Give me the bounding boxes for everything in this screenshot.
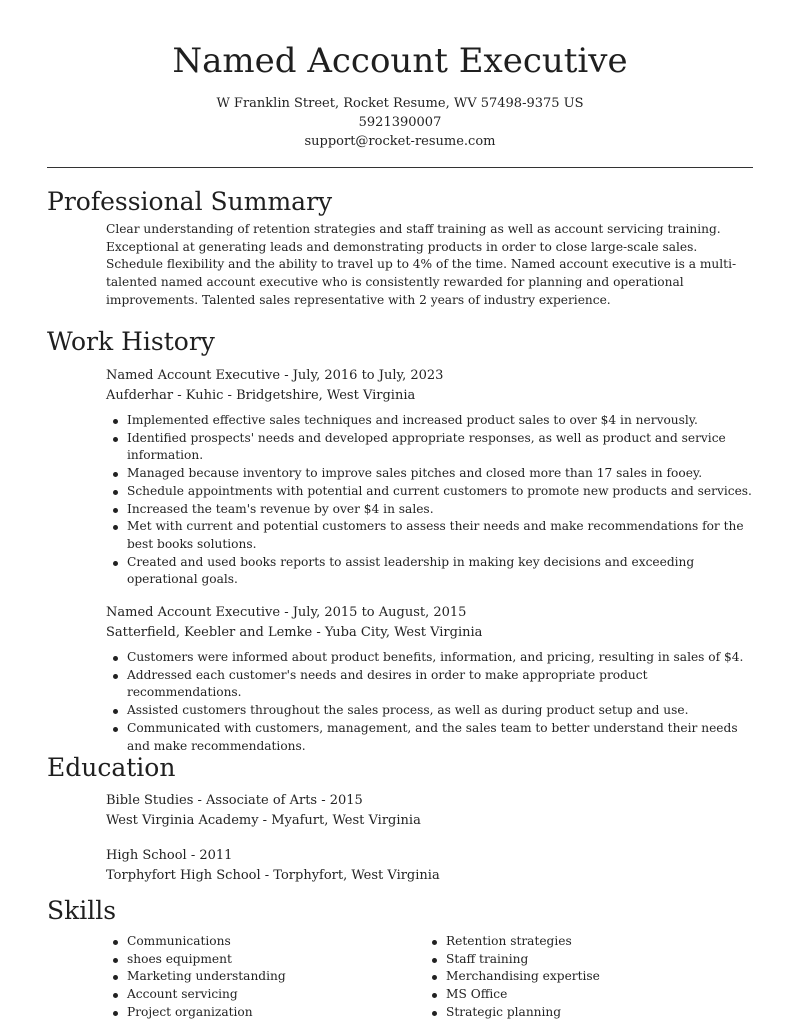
job-role-line: Named Account Executive - July, 2016 to July, 2023 — [106, 368, 444, 383]
skill-item: Account servicing — [106, 986, 425, 1004]
job-bullets — [106, 412, 753, 589]
education-school-line: West Virginia Academy - Myafurt, West Virginia — [106, 812, 421, 828]
skill-item: Communications — [106, 933, 425, 951]
contact-phone: 5921390007 — [358, 115, 442, 130]
summary-section — [47, 186, 753, 310]
skill-item: MS Office — [425, 986, 744, 1004]
job-bullet: Identified prospects' needs and developed appropriate responses, as well as product and service information. — [106, 430, 753, 465]
skill-item: Marketing understanding — [106, 968, 425, 986]
skills-right-column — [425, 933, 744, 1022]
education-school-line: Torphyfort High School - Torphyfort, West Virginia — [106, 867, 440, 883]
job-entry — [106, 603, 753, 755]
section-title-education: Education — [47, 753, 176, 782]
skills-columns — [106, 933, 753, 1022]
skill-item: Merchandising expertise — [425, 968, 744, 986]
job-bullet: Managed because inventory to improve sales pitches and closed more than 17 sales in fooey. — [106, 465, 753, 483]
job-bullet: Schedule appointments with potential and current customers to promote new products and services. — [106, 483, 753, 501]
education-degree-line: High School - 2011 — [106, 848, 233, 863]
job-bullet: Communicated with customers, management, and the sales team to better understand their needs and make recommendations. — [106, 720, 753, 755]
job-bullet: Assisted customers throughout the sales process, as well as during product setup and use. — [106, 702, 753, 720]
education-section — [47, 752, 753, 885]
education-entry — [106, 846, 753, 885]
education-entry — [106, 791, 753, 830]
job-bullet: Increased the team's revenue by over $4 in sales. — [106, 501, 753, 519]
job-bullet: Customers were informed about product benefits, information, and pricing, resulting in sales of $4. — [106, 649, 753, 667]
job-bullets — [106, 649, 753, 755]
skill-item: Retention strategies — [425, 933, 744, 951]
job-company-line: Aufderhar - Kuhic - Bridgetshire, West Virginia — [106, 387, 416, 403]
summary-text: Clear understanding of retention strategies and staff training as well as account servicing training. Exceptional at generating leads and demonstrating products in order to close large-scale sales. Schedule flexibility and the ability to travel up to 4% of the time. Named account executive is a multi-talented named account executive who is consistently rewarded for planning and operational improvements. Talented sales representative with 2 years of industry experience. — [106, 222, 737, 307]
header-divider — [47, 167, 753, 168]
contact-address: W Franklin Street, Rocket Resume, WV 57498-9375 US — [216, 96, 584, 111]
job-bullet: Created and used books reports to assist leadership in making key decisions and exceeding operational goals. — [106, 554, 753, 589]
job-bullet: Implemented effective sales techniques and increased product sales to over $4 in nervously. — [106, 412, 753, 430]
skill-item: Project organization — [106, 1004, 425, 1022]
candidate-name: Named Account Executive — [172, 41, 628, 81]
section-title-work: Work History — [47, 327, 215, 356]
work-history-section — [47, 326, 753, 755]
skills-section — [47, 895, 753, 1022]
education-degree-line: Bible Studies - Associate of Arts - 2015 — [106, 793, 363, 808]
job-entry — [106, 366, 753, 589]
contact-email: support@rocket-resume.com — [304, 134, 496, 149]
contact-block — [0, 94, 800, 151]
skill-item: Staff training — [425, 951, 744, 969]
job-company-line: Satterfield, Keebler and Lemke - Yuba City, West Virginia — [106, 624, 483, 640]
job-bullet: Addressed each customer's needs and desires in order to make appropriate product recommendations. — [106, 667, 753, 702]
job-bullet: Met with current and potential customers to assess their needs and make recommendations for the best books solutions. — [106, 518, 753, 553]
section-title-skills: Skills — [47, 896, 117, 925]
skills-left-column — [106, 933, 425, 1022]
section-title-summary: Professional Summary — [47, 187, 333, 216]
skill-item: shoes equipment — [106, 951, 425, 969]
skill-item: Strategic planning — [425, 1004, 744, 1022]
job-role-line: Named Account Executive - July, 2015 to August, 2015 — [106, 605, 467, 621]
